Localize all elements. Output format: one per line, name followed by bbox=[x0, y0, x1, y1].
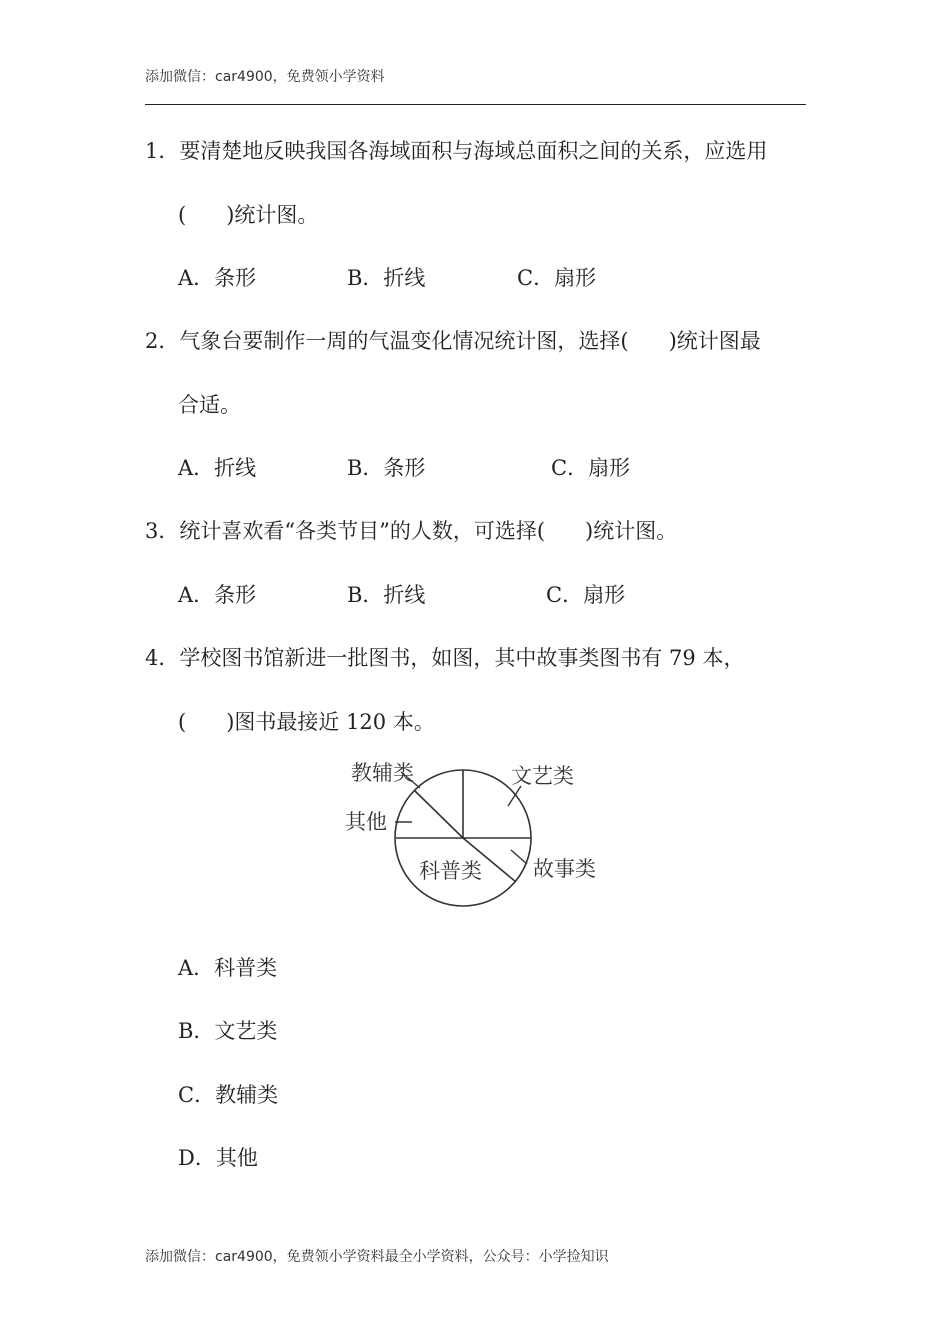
question-4-text-end: )图书最接近 120 本。 bbox=[226, 710, 435, 734]
pie-divider-diagonal-upper bbox=[414, 790, 463, 838]
q4-option-a[interactable]: A．科普类 bbox=[178, 956, 278, 980]
question-1-text-end: )统计图。 bbox=[226, 203, 319, 227]
q4-option-b[interactable]: B．文艺类 bbox=[178, 1019, 278, 1043]
pie-label-kepu: 科普类 bbox=[419, 859, 482, 883]
q3-option-c[interactable]: C．扇形 bbox=[546, 583, 626, 607]
pie-label-gushi: 故事类 bbox=[533, 857, 596, 881]
page-header: 添加微信：car4900，免费领小学资料 bbox=[145, 69, 385, 85]
q4-option-d[interactable]: D．其他 bbox=[178, 1146, 258, 1170]
q2-option-b[interactable]: B．条形 bbox=[347, 456, 426, 480]
question-1-text: 要清楚地反映我国各海域面积与海域总面积之间的关系，应选用 bbox=[179, 139, 768, 163]
question-2-number: 2． bbox=[145, 329, 180, 353]
answer-blank-open: ( bbox=[178, 710, 187, 734]
question-1-number: 1． bbox=[145, 139, 180, 163]
book-category-pie-figure bbox=[335, 752, 615, 912]
question-1-line-1 bbox=[145, 136, 767, 166]
question-2-line-1 bbox=[145, 326, 761, 356]
header-rule bbox=[145, 104, 806, 105]
q2-option-c[interactable]: C．扇形 bbox=[551, 456, 631, 480]
question-2-text-end: )统计图最 bbox=[668, 329, 761, 353]
pie-label-wenyi: 文艺类 bbox=[511, 764, 574, 788]
page-footer: 添加微信：car4900，免费领小学资料最全小学资料，公众号：小学捡知识 bbox=[145, 1249, 609, 1265]
pie-label-jiaofu: 教辅类 bbox=[351, 761, 414, 785]
leader-gushi bbox=[511, 850, 527, 864]
question-4-line-2 bbox=[178, 707, 435, 737]
answer-blank-open: ( bbox=[178, 203, 187, 227]
question-2-line-2: 合适。 bbox=[178, 393, 241, 417]
question-3-line-1 bbox=[145, 516, 677, 546]
question-3-text-end: )统计图。 bbox=[585, 519, 678, 543]
question-2-text: 气象台要制作一周的气温变化情况统计图，选择( bbox=[179, 329, 629, 353]
q1-option-a[interactable]: A．条形 bbox=[178, 266, 257, 290]
q2-option-a[interactable]: A．折线 bbox=[178, 456, 257, 480]
pie-label-qita: 其他 bbox=[345, 810, 387, 834]
question-4-text: 学校图书馆新进一批图书，如图，其中故事类图书有 79 本， bbox=[179, 646, 745, 670]
question-1-line-2 bbox=[178, 200, 318, 230]
question-3-text: 统计喜欢看“各类节目”的人数，可选择( bbox=[179, 519, 546, 543]
q3-option-a[interactable]: A．条形 bbox=[178, 583, 257, 607]
question-4-number: 4． bbox=[145, 646, 180, 670]
q3-option-b[interactable]: B．折线 bbox=[347, 583, 426, 607]
q1-option-c[interactable]: C．扇形 bbox=[517, 266, 597, 290]
question-4-line-1 bbox=[145, 643, 744, 673]
question-3-number: 3． bbox=[145, 519, 180, 543]
q4-option-c[interactable]: C．教辅类 bbox=[178, 1083, 279, 1107]
q1-option-b[interactable]: B．折线 bbox=[347, 266, 426, 290]
